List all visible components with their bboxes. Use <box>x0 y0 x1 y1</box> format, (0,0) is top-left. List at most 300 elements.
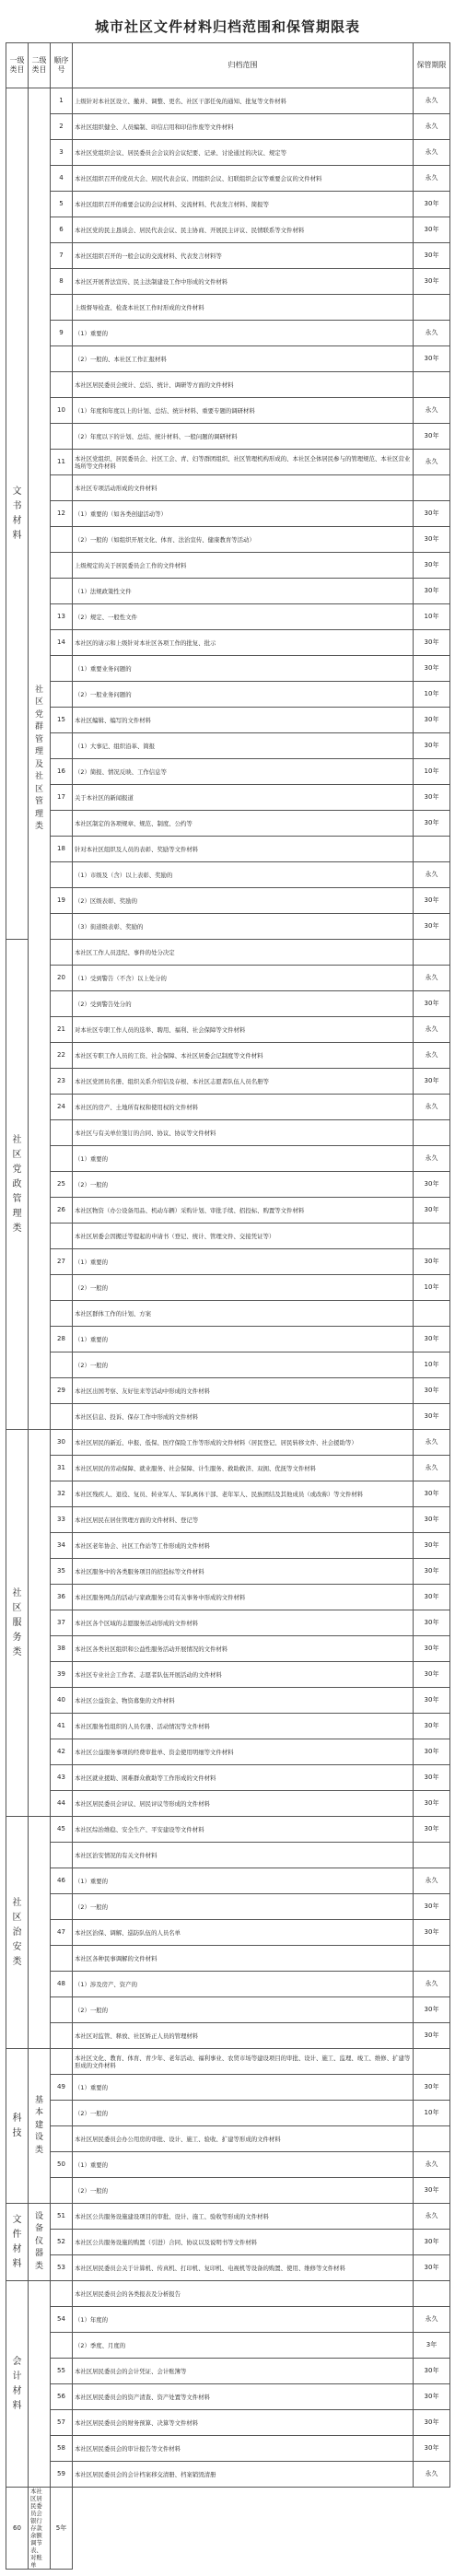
row-number: 35 <box>51 1559 73 1585</box>
row-period: 30年 <box>414 243 450 269</box>
row-scope: （1）市级及（含）以上表彰、奖励的 <box>73 862 414 888</box>
row-period: 30年 <box>414 2255 450 2281</box>
row-scope: 上级针对本社区设立、撤并、调整、更名、社区干部任免的通知、批复等文件材料 <box>73 88 414 114</box>
row-period <box>414 372 450 398</box>
row-number <box>51 1894 73 1920</box>
table-row <box>6 579 450 604</box>
row-number: 45 <box>51 1817 73 1843</box>
table-row <box>6 708 450 733</box>
row-period: 永久 <box>414 2204 450 2230</box>
row-scope: （2）一般的 <box>73 1997 414 2023</box>
row-scope: 本社区服务性组织的人员名册、活动情况等文件材料 <box>73 1714 414 1739</box>
row-number: 24 <box>51 1095 73 1120</box>
row-number: 18 <box>51 837 73 862</box>
row-number: 41 <box>51 1714 73 1739</box>
row-scope: 本社区组织健全、人员编制、印信启用和印信作废等文件材料 <box>73 114 414 140</box>
row-period: 30年 <box>414 1714 450 1739</box>
row-scope: 本社区居民委员会的财务预算、决算等文件材料 <box>73 2410 414 2436</box>
table-row <box>6 1430 450 1456</box>
table-row <box>6 450 450 475</box>
row-period <box>414 2126 450 2152</box>
table-row <box>6 1972 450 1997</box>
row-scope: 本社区各种民事调解的文件材料 <box>73 1946 414 1972</box>
table-row <box>6 1997 450 2023</box>
row-number: 28 <box>51 1327 73 1352</box>
row-period: 30年 <box>414 1327 450 1352</box>
row-period: 永久 <box>414 398 450 424</box>
table-row <box>6 114 450 140</box>
row-period: 10年 <box>414 682 450 708</box>
row-period: 永久 <box>414 1868 450 1894</box>
row-number: 48 <box>51 1972 73 1997</box>
table-row <box>6 1662 450 1688</box>
row-number <box>51 424 73 450</box>
row-scope: 本社区物资（办公设备用品、机动车辆）采购计划、审批手续、招投标、购置等文件材料 <box>73 1198 414 1224</box>
table-row <box>6 1920 450 1946</box>
row-number <box>51 1404 73 1430</box>
row-number: 58 <box>51 2436 73 2462</box>
row-number: 14 <box>51 630 73 656</box>
row-number <box>51 295 73 321</box>
row-scope: 本社区党组织、居民委员会、社区工会、青、妇等群团组织、社区管理机构形成的、本社区全体居民参与的管理规范、本社区营业场所等文件材料 <box>73 450 414 475</box>
row-period: 30年 <box>414 1172 450 1198</box>
row-number: 32 <box>51 1481 73 1507</box>
row-scope: 本社区公共服务设施的购置（引进）合同、协议以及说明书等文件材料 <box>73 2230 414 2255</box>
row-scope: 本社区治安情况的有关文件材料 <box>73 1843 414 1868</box>
row-number <box>51 1997 73 2023</box>
table-row <box>6 2204 450 2230</box>
row-number: 42 <box>51 1739 73 1765</box>
row-period: 永久 <box>414 1972 450 1997</box>
row-number: 8 <box>51 269 73 295</box>
row-period <box>414 1946 450 1972</box>
row-scope: 本社区就业援助、困难群众救助等工作形成的文件材料 <box>73 1765 414 1791</box>
category-level2-label: 设备仪器类 <box>35 2211 44 2271</box>
table-row <box>6 811 450 837</box>
row-scope: 本社区公共服务设施建设项目的审批、设计、施工、验收等形成的文件材料 <box>73 2204 414 2230</box>
category-level1 <box>6 88 29 940</box>
row-scope: （1）重要的 <box>73 321 414 346</box>
category-level1 <box>6 1430 29 1817</box>
row-number: 49 <box>51 2075 73 2101</box>
table-row <box>6 140 450 166</box>
row-scope: 本社区开展普法宣传、民主法制建设工作中形成的文件材料 <box>73 269 414 295</box>
table-row <box>6 1249 450 1275</box>
row-scope: 对本社区专职工作人员的选举、聘用、福利、社会保障等文件材料 <box>73 1017 414 1043</box>
row-scope: （1）重要的（如各类创建活动等） <box>73 501 414 527</box>
row-scope: 本社区群体工作的计划、方案 <box>73 1301 414 1327</box>
row-period: 30年 <box>414 1404 450 1430</box>
table-row <box>6 2410 450 2436</box>
row-scope: 本社区出国考察、友好往来等活动中形成的文件材料 <box>73 1378 414 1404</box>
row-scope: （1）重要的 <box>73 1146 414 1172</box>
table-row <box>6 88 450 114</box>
row-period: 永久 <box>414 166 450 192</box>
category-level2-label: 基本建设类 <box>35 2095 44 2155</box>
row-period <box>414 1843 450 1868</box>
table-row <box>6 862 450 888</box>
row-scope: 本社区居民委员会的会计档案移交清册、档案销毁清册 <box>73 2462 414 2488</box>
row-number: 21 <box>51 1017 73 1043</box>
row-number: 7 <box>51 243 73 269</box>
row-period: 30年 <box>414 424 450 450</box>
row-number <box>51 579 73 604</box>
row-period: 30年 <box>414 1249 450 1275</box>
row-period: 30年 <box>414 527 450 553</box>
table-row <box>6 2307 450 2333</box>
table-row <box>6 501 450 527</box>
row-number <box>51 1224 73 1249</box>
row-period: 30年 <box>414 1559 450 1585</box>
row-scope: 本社区治保、调解、巡防队伍的人员名单 <box>73 1920 414 1946</box>
row-period <box>414 2049 450 2075</box>
row-period: 30年 <box>414 991 450 1017</box>
category-level1-label: 社区党政管理类 <box>12 1134 22 1234</box>
row-number <box>51 527 73 553</box>
table-row <box>6 1636 450 1662</box>
row-scope: 本社区居民委员会统计、总结、统计、调研等方面的文件材料 <box>73 372 414 398</box>
row-number: 38 <box>51 1636 73 1662</box>
table-row <box>6 759 450 785</box>
table-row <box>6 2230 450 2255</box>
row-period: 10年 <box>414 759 450 785</box>
row-period: 永久 <box>414 1043 450 1069</box>
row-number: 3 <box>51 140 73 166</box>
row-number: 39 <box>51 1662 73 1688</box>
row-number: 17 <box>51 785 73 811</box>
row-scope: 本社区组织召开的一般会议的交流材料、代表发言材料等 <box>73 243 414 269</box>
row-scope: 针对本社区组织及人员的表彰、奖励等文件材料 <box>73 837 414 862</box>
row-period <box>414 1224 450 1249</box>
row-number: 31 <box>51 1456 73 1481</box>
row-number: 16 <box>51 759 73 785</box>
row-period: 30年 <box>414 192 450 217</box>
table-row <box>6 1069 450 1095</box>
row-scope: 本社区专项活动形成的文件材料 <box>73 475 414 501</box>
row-period: 30年 <box>414 2436 450 2462</box>
row-period: 30年 <box>414 708 450 733</box>
table-row <box>6 2488 450 2570</box>
row-scope: （1）重要的 <box>73 1249 414 1275</box>
table-row <box>6 604 450 630</box>
row-scope: 本社区公益资金、物资募集的文件材料 <box>73 1688 414 1714</box>
row-period: 30年 <box>414 1739 450 1765</box>
row-period: 30年 <box>414 1817 450 1843</box>
row-scope: （1）重要的 <box>73 1327 414 1352</box>
row-period: 30年 <box>414 2075 450 2101</box>
row-scope: 本社区服务中的各类服务项目的招投标等文件材料 <box>73 1559 414 1585</box>
row-scope: （2）一般的 <box>73 1172 414 1198</box>
table-row <box>6 2101 450 2126</box>
row-number <box>51 862 73 888</box>
row-period: 永久 <box>414 1146 450 1172</box>
row-number <box>51 682 73 708</box>
row-number: 20 <box>51 966 73 991</box>
table-row <box>6 321 450 346</box>
row-period: 30年 <box>414 888 450 914</box>
table-row <box>6 1198 450 1224</box>
row-scope: （1）重要的 <box>73 2075 414 2101</box>
row-period: 30年 <box>414 630 450 656</box>
row-period: 30年 <box>414 1894 450 1920</box>
row-number: 54 <box>51 2307 73 2333</box>
row-scope: 本社区综治维稳、安全生产、平安建设等文件材料 <box>73 1817 414 1843</box>
row-scope: （1）重要业务问题的 <box>73 656 414 682</box>
table-row <box>6 1610 450 1636</box>
row-number: 1 <box>51 88 73 114</box>
row-scope: （2）季度、月度的 <box>73 2333 414 2359</box>
row-scope: （2）区级表彰、奖励的 <box>73 888 414 914</box>
table-row <box>6 1043 450 1069</box>
row-scope: （2）一般的 <box>73 1352 414 1378</box>
row-number: 59 <box>51 2462 73 2488</box>
row-period: 30年 <box>414 1610 450 1636</box>
table-row <box>6 1456 450 1481</box>
row-number: 15 <box>51 708 73 733</box>
header-scope: 归档范围 <box>73 43 414 88</box>
row-number <box>51 1275 73 1301</box>
table-row <box>6 424 450 450</box>
row-scope: （2）一般的 <box>73 2178 414 2204</box>
row-period: 5年 <box>51 2488 73 2570</box>
row-period: 永久 <box>414 321 450 346</box>
row-scope: 本社区编辑、编写的文件材料 <box>73 708 414 733</box>
row-number: 43 <box>51 1765 73 1791</box>
row-period: 30年 <box>414 1507 450 1533</box>
row-number <box>51 1301 73 1327</box>
table-row <box>6 1868 450 1894</box>
row-scope: （1）年度的 <box>73 2307 414 2333</box>
row-period: 10年 <box>414 604 450 630</box>
table-row <box>6 1765 450 1791</box>
row-period: 10年 <box>414 2101 450 2126</box>
category-level1 <box>6 940 29 1430</box>
table-row <box>6 2462 450 2488</box>
row-number: 53 <box>51 2255 73 2281</box>
table-row <box>6 1017 450 1043</box>
row-scope: 本社区居委会因搬迁等提起的申请书（登记、统计、管理文件、交接凭证等） <box>73 1224 414 1249</box>
row-number <box>51 2178 73 2204</box>
row-scope: （2）一般的、本社区工作汇报材料 <box>73 346 414 372</box>
row-number <box>51 656 73 682</box>
row-scope: 本社区与有关单位签订的合同、协议、协议等文件材料 <box>73 1120 414 1146</box>
table-row <box>6 1352 450 1378</box>
row-period: 30年 <box>414 1688 450 1714</box>
row-number: 50 <box>51 2152 73 2178</box>
table-row <box>6 269 450 295</box>
row-period: 30年 <box>414 579 450 604</box>
table-row <box>6 1120 450 1146</box>
table-row <box>6 2436 450 2462</box>
page-title: 城市社区文件材料归档范围和保管期限表 <box>94 18 360 35</box>
row-scope: （2）一般的 <box>73 1275 414 1301</box>
row-number <box>51 475 73 501</box>
row-scope: 上级督导检查、检查本社区工作时形成的文件材料 <box>73 295 414 321</box>
row-number: 34 <box>51 1533 73 1559</box>
row-number <box>51 1146 73 1172</box>
row-period: 30年 <box>414 2230 450 2255</box>
row-scope: 本社区党组织会议、居民委员会会议的会议纪要、记录、讨论通过的决议、规定等 <box>73 140 414 166</box>
row-period: 永久 <box>414 88 450 114</box>
row-period: 永久 <box>414 450 450 475</box>
row-number: 46 <box>51 1868 73 1894</box>
row-scope: 本社区的房产、土地所有权和使用权的文件材料 <box>73 1095 414 1120</box>
row-period: 30年 <box>414 2359 450 2384</box>
row-number: 37 <box>51 1610 73 1636</box>
row-period: 30年 <box>414 1920 450 1946</box>
row-period: 30年 <box>414 2023 450 2049</box>
row-scope: （2）一般的 <box>73 1894 414 1920</box>
table-row <box>6 1533 450 1559</box>
row-number: 5 <box>51 192 73 217</box>
row-number: 25 <box>51 1172 73 1198</box>
table-row <box>6 2281 450 2307</box>
row-period: 30年 <box>414 785 450 811</box>
row-number <box>51 1120 73 1146</box>
table-row <box>6 1688 450 1714</box>
row-number: 29 <box>51 1378 73 1404</box>
row-period: 30年 <box>414 346 450 372</box>
row-number: 26 <box>51 1198 73 1224</box>
table-row <box>6 398 450 424</box>
row-number <box>51 1352 73 1378</box>
row-number: 27 <box>51 1249 73 1275</box>
row-number: 9 <box>51 321 73 346</box>
row-number <box>51 2023 73 2049</box>
row-period: 30年 <box>414 2384 450 2410</box>
row-period: 30年 <box>414 1585 450 1610</box>
row-number <box>51 553 73 579</box>
table-row <box>6 1714 450 1739</box>
table-row <box>6 1791 450 1817</box>
row-period: 30年 <box>414 1765 450 1791</box>
table-row <box>6 346 450 372</box>
table-row <box>6 1894 450 1920</box>
row-scope: 本社区党的民主恳谈会、居民代表会议、民主协商、开展民主评议、民情联系等文件材料 <box>73 217 414 243</box>
row-scope: （1）重要的 <box>73 1868 414 1894</box>
row-scope: 本社区的请示和上级针对本社区各项工作的批复、批示 <box>73 630 414 656</box>
table-row <box>6 682 450 708</box>
row-number <box>51 914 73 940</box>
row-scope: （2）受到警告处分的 <box>73 991 414 1017</box>
row-scope: 本社区残疾人、退役、复员、转业军人、军队离休干部、老年军人、民族团结及其他成员（或改称）等文件材料 <box>73 1481 414 1507</box>
row-scope: （1）涉及房产、资产的 <box>73 1972 414 1997</box>
row-period: 30年 <box>414 914 450 940</box>
row-number: 36 <box>51 1585 73 1610</box>
row-period: 30年 <box>414 733 450 759</box>
row-number <box>51 2126 73 2152</box>
table-row <box>6 1585 450 1610</box>
row-number: 10 <box>51 398 73 424</box>
category-level2 <box>29 1817 51 2049</box>
category-level2 <box>29 1430 51 1817</box>
table-row <box>6 2359 450 2384</box>
row-number: 6 <box>51 217 73 243</box>
row-number <box>51 2049 73 2075</box>
row-number <box>51 2101 73 2126</box>
category-level2 <box>29 2204 51 2281</box>
row-number <box>51 1946 73 1972</box>
row-number: 12 <box>51 501 73 527</box>
table-row <box>6 1146 450 1172</box>
row-period: 30年 <box>414 1481 450 1507</box>
row-period: 30年 <box>414 269 450 295</box>
table-row <box>6 733 450 759</box>
row-scope: 本社区党团员名册、组织关系介绍信及存根、本社区志愿者队伍人员名册等 <box>73 1069 414 1095</box>
category-level1 <box>6 2204 29 2281</box>
row-number: 4 <box>51 166 73 192</box>
row-period: 30年 <box>414 1198 450 1224</box>
table-row <box>6 1224 450 1249</box>
row-scope: 本社区居民委员会关于计算机、传真机、打印机、复印机、电视机等设备的购置、使用、维修等文件材料 <box>73 2255 414 2281</box>
row-period <box>414 837 450 862</box>
table-row <box>6 553 450 579</box>
table-row <box>6 2152 450 2178</box>
category-level1-label: 科技 <box>12 2113 22 2138</box>
row-scope: 本社区组织召开的党员大会、居民代表会议、团组织会议、妇联组织会议等重要会议的文件材料 <box>73 166 414 192</box>
category-level2 <box>29 88 51 1430</box>
table-row <box>6 1481 450 1507</box>
row-scope: 本社区专业社会工作者、志愿者队伍开展活动的文件材料 <box>73 1662 414 1688</box>
header-seq: 顺序号 <box>51 43 73 88</box>
category-level1-label: 文件材料 <box>12 2214 22 2269</box>
row-scope: 本社区对监管、释放、社区矫正人员的管理材料 <box>73 2023 414 2049</box>
row-number: 56 <box>51 2384 73 2410</box>
row-scope: 关于本社区的新闻报道 <box>73 785 414 811</box>
row-period: 30年 <box>414 1636 450 1662</box>
row-number: 40 <box>51 1688 73 1714</box>
row-period: 3年 <box>414 2333 450 2359</box>
table-row <box>6 888 450 914</box>
row-scope: 本社区组织召开的重要会议的会议材料、交流材料、代表发言材料、简报等 <box>73 192 414 217</box>
table-row <box>6 1739 450 1765</box>
row-number <box>51 811 73 837</box>
archive-table <box>6 42 450 2570</box>
header-cat1: 一级类目 <box>6 43 29 88</box>
table-row <box>6 1404 450 1430</box>
row-period: 30年 <box>414 1997 450 2023</box>
table-row <box>6 1275 450 1301</box>
table-row <box>6 217 450 243</box>
row-period: 30年 <box>414 656 450 682</box>
table-row <box>6 2049 450 2075</box>
category-level1 <box>6 2049 29 2204</box>
table-row <box>6 1843 450 1868</box>
row-scope: 本社区居民委员会办公用房的审批、设计、施工、验收、扩建等形成的文件材料 <box>73 2126 414 2152</box>
row-scope: （1）法规政策性文件 <box>73 579 414 604</box>
row-scope: 本社区居民委员会评议、居民评议等形成的文件材料 <box>73 1791 414 1817</box>
table-row <box>6 914 450 940</box>
table-row <box>6 966 450 991</box>
row-number: 52 <box>51 2230 73 2255</box>
row-period: 10年 <box>414 1352 450 1378</box>
row-scope: 本社区各类社区组织和公益性服务活动开展情况的文件材料 <box>73 1636 414 1662</box>
table-row <box>6 1507 450 1533</box>
row-scope: 本社区各个区域的志愿服务活动形成的文件材料 <box>73 1610 414 1636</box>
row-period: 永久 <box>414 1095 450 1120</box>
row-number <box>51 1843 73 1868</box>
table-row <box>6 837 450 862</box>
category-level1-label: 会计材料 <box>12 2356 22 2411</box>
row-scope: 本社区文化、教育、体育、青少年、老年活动、福利事业、农贸市场等建设项目的审批、设计、施工、监理、竣工、维修、扩建等形成的文件材料 <box>73 2049 414 2075</box>
table-row <box>6 785 450 811</box>
row-scope: 本社区居民委员会的各类报表及分析报告 <box>73 2281 414 2307</box>
table-row <box>6 2126 450 2152</box>
table-row <box>6 166 450 192</box>
table-row <box>6 1095 450 1120</box>
header-period: 保管期限 <box>414 43 450 88</box>
row-number: 60 <box>6 2488 29 2570</box>
